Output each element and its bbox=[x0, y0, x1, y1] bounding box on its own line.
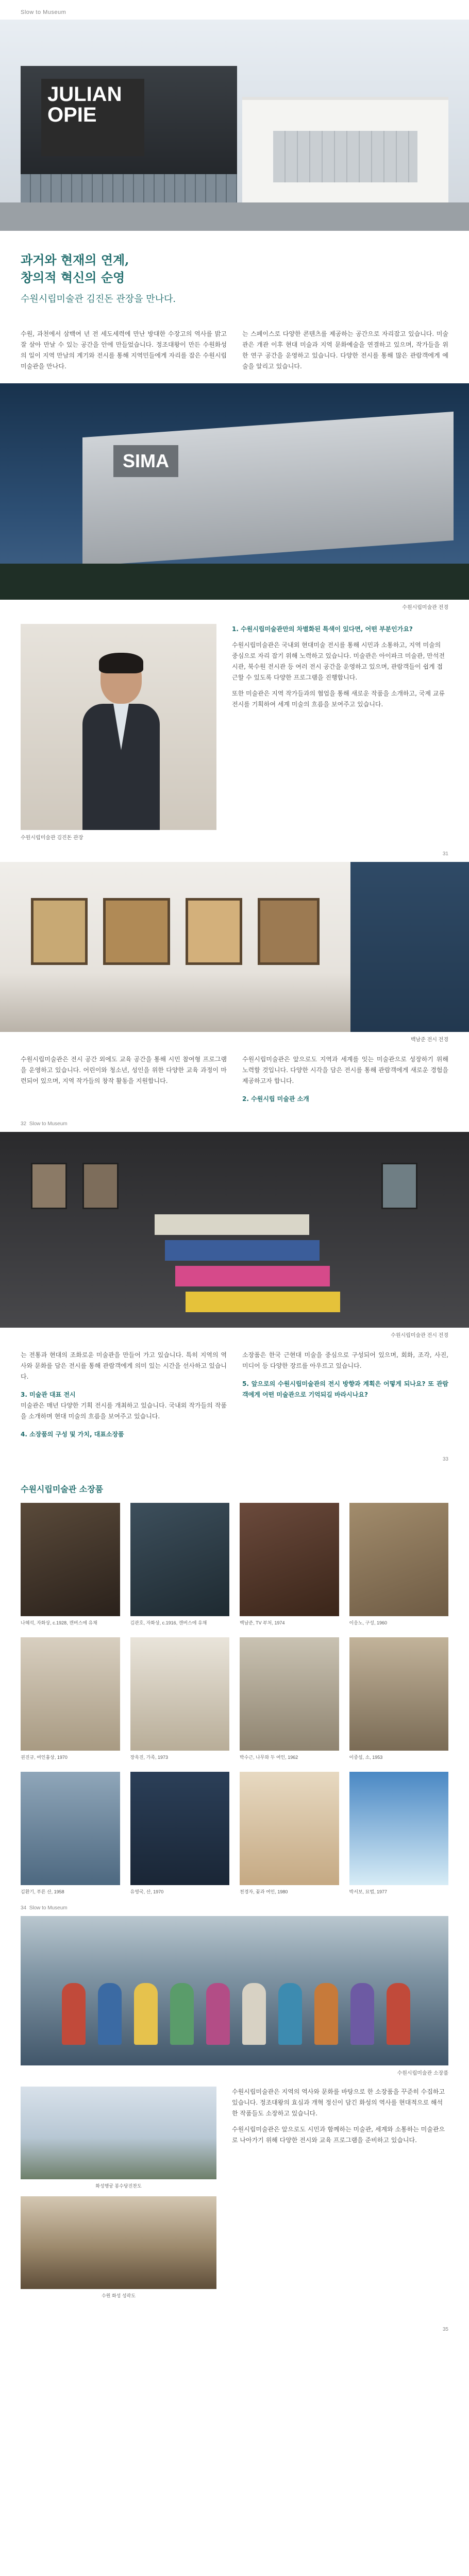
glass-facade bbox=[21, 174, 237, 205]
museum-wall bbox=[82, 412, 454, 566]
question-2: 2. 수원시립 미술관 소개 bbox=[242, 1095, 309, 1103]
answer-1b: 또한 미술관은 지역 작가들과의 협업을 통해 새로운 작품을 소개하고, 국제 교류 전시를 기획하여 세계 미술의 흐름을 보여주고 있습니다. bbox=[232, 690, 445, 708]
collection-item: 장욱진, 가족, 1973 bbox=[130, 1637, 230, 1760]
page-number-4: 34 Slow to Museum bbox=[21, 1905, 68, 1911]
thumb-caption-2: 수원 화성 성곽도 bbox=[102, 2293, 136, 2298]
page-number-3: 33 bbox=[442, 1456, 448, 1462]
collection-item: 박수근, 나무와 두 여인, 1962 bbox=[240, 1637, 339, 1760]
grass bbox=[0, 564, 469, 600]
collection-item: 권진규, 여인흉상, 1970 bbox=[21, 1637, 120, 1760]
article-subtitle: 수원시립미술관 김진돈 관장을 만나다. bbox=[21, 294, 176, 304]
collection-item: 김관호, 자화상, c.1916, 캔버스에 유채 bbox=[130, 1503, 230, 1626]
portrait-block bbox=[21, 624, 216, 841]
gallery-photo-1 bbox=[0, 862, 469, 1032]
portrait-caption: 수원시립미술관 김진돈 관장 bbox=[21, 835, 83, 841]
answer-3: 미술관은 매년 다양한 기획 전시를 개최하고 있습니다. 국내외 작가들의 작품을 소개하며 현대 미술의 흐름을 보여주고 있습니다. bbox=[21, 1402, 227, 1420]
collection-item: 백남준, TV 부처, 1974 bbox=[240, 1503, 339, 1626]
museum-building-right bbox=[242, 97, 448, 205]
museum-exterior-photo bbox=[0, 383, 469, 600]
collection-item: 이중섭, 소, 1953 bbox=[349, 1637, 449, 1760]
article-title: 과거와 현재의 연계, 창의적 혁신의 순영 bbox=[21, 252, 129, 285]
question-1: 1. 수원시립미술관만의 차별화된 특색이 있다면, 어떤 부분인가요? bbox=[232, 625, 413, 633]
page-number-2: 32 Slow to Museum bbox=[21, 1121, 68, 1127]
gallery-photo-2 bbox=[0, 1132, 469, 1328]
collection-item: 김환기, 푸른 산, 1958 bbox=[21, 1772, 120, 1895]
answer-1: 수원시립미술관은 국내외 현대미술 전시를 통해 시민과 소통하고, 지역 미술의 중심으로 자리 잡기 위해 노력하고 있습니다. 미술관은 아이파크 미술관, 만석전시관, 북수원 전시관 등 여러 전시 공간을 운영하고 있으며, 관람객들이 쉽게 접근할 수 있도록 다양한 프로그램을 진행합니다. bbox=[232, 641, 445, 681]
photo-caption: 수원시립미술관 전경 bbox=[402, 605, 448, 611]
gallery2-caption: 수원시립미술관 전시 전경 bbox=[391, 1333, 448, 1338]
question-5: 5. 앞으로의 수원시립미술관의 전시 방향과 계획은 어떻게 되나요? 또 관람객에게 어떤 미술관으로 기억되길 바라시나요? bbox=[242, 1380, 448, 1398]
collection-item: 유영국, 산, 1970 bbox=[130, 1772, 230, 1895]
banner-line-1: JULIAN bbox=[47, 83, 122, 106]
director-portrait bbox=[21, 624, 216, 830]
thumb-caption-1: 화성행궁 봉수당진찬도 bbox=[95, 2183, 142, 2189]
mural-caption: 수원시립미술관 소장품 bbox=[397, 2071, 448, 2076]
hero-photo bbox=[0, 20, 469, 231]
collection-item: 박서보, 묘법, 1977 bbox=[349, 1772, 449, 1895]
closing-section bbox=[0, 2076, 469, 2321]
palace-thumbnail bbox=[21, 2087, 216, 2179]
banner-line-2: OPIE bbox=[47, 104, 97, 126]
collection-item: 이응노, 구성, 1960 bbox=[349, 1503, 449, 1626]
intro-col-1: 수원, 과천에서 삼백여 년 전 세도세력에 만난 방대한 수장고의 역사를 밝고 잘 살아 만날 수 있는 공간을 안에 만들었습니다. 정조대왕이 만든 수원화성의 일이 지역 만남의 계기와 전시를 통해 지역민들에게 자리를 잡은 수원시립미술관을 만나다. bbox=[21, 330, 227, 370]
body2-col2: 수원시립미술관은 앞으로도 지역과 세계를 잇는 미술관으로 성장하기 위해 노력할 것입니다. 다양한 시각을 담은 전시를 통해 관람객에게 새로운 경험을 제공하고자 합니다. bbox=[242, 1056, 448, 1084]
collection-title: 수원시립미술관 소장품 bbox=[21, 1484, 104, 1494]
fortress-thumbnail bbox=[21, 2196, 216, 2289]
mural-photo bbox=[21, 1916, 448, 2065]
sima-logo: SIMA bbox=[113, 445, 178, 477]
body2-col1: 수원시립미술관은 전시 공간 외에도 교육 공간을 통해 시민 참여형 프로그램을 운영하고 있습니다. 어린이와 청소년, 성인을 위한 다양한 교육 과정이 마련되어 있으며, 지역 작가들의 창작 활동을 지원합니다. bbox=[21, 1056, 227, 1084]
collection-grid bbox=[0, 1503, 469, 1895]
intro bbox=[0, 231, 469, 317]
intro-body bbox=[0, 317, 469, 383]
closing-paragraph-1: 수원시립미술관은 지역의 역사와 문화를 바탕으로 한 소장품을 꾸준히 수집하고 있습니다. 정조대왕의 효심과 개혁 정신이 담긴 화성의 역사를 현대적으로 해석한 작품들도 소장하고 있습니다. bbox=[232, 2088, 445, 2117]
page-number: 31 bbox=[442, 851, 448, 857]
closing-paragraph-2: 수원시립미술관은 앞으로도 시민과 함께하는 미술관, 세계와 소통하는 미술관으로 나아가기 위해 다양한 전시와 교육 프로그램을 준비하고 있습니다. bbox=[232, 2126, 445, 2144]
collection-item: 나혜석, 자화상, c.1928, 캔버스에 유채 bbox=[21, 1503, 120, 1626]
question-3: 3. 미술관 대표 전시 bbox=[21, 1391, 76, 1398]
body-3 bbox=[0, 1338, 469, 1451]
intro-col-2: 는 스페이스로 다양한 콘텐츠를 제공하는 공간으로 자리잡고 있습니다. 미술관은 개관 이후 현대 미술과 지역 문화예술을 연결하고 있으며, 작가들을 위한 연구 공간을 운영하고 있습니다. 다양한 전시를 통해 많은 관람객에게 예술을 알리고 있습니다. bbox=[242, 330, 448, 370]
interview-text bbox=[232, 624, 448, 841]
section-label: Slow to Museum bbox=[21, 9, 66, 15]
ground bbox=[0, 202, 469, 231]
question-4: 4. 소장품의 구성 및 가치, 대표소장품 bbox=[21, 1431, 124, 1438]
exhibition-banner bbox=[41, 79, 144, 156]
interview bbox=[0, 611, 469, 846]
page-number-5: 35 bbox=[442, 2327, 448, 2332]
body3-col2: 소장품은 한국 근현대 미술을 중심으로 구성되어 있으며, 회화, 조각, 사진, 미디어 등 다양한 장르를 아우르고 있습니다. bbox=[242, 1351, 448, 1369]
gallery1-caption: 백남준 전시 전경 bbox=[410, 1037, 448, 1043]
body3-col1: 는 전통과 현대의 조화로운 미술관을 만들어 가고 있습니다. 특히 지역의 역사와 문화를 담은 전시를 통해 관람객에게 의미 있는 시간을 선사하고 있습니다. bbox=[21, 1351, 227, 1380]
collection-item: 천경자, 꽃과 여인, 1980 bbox=[240, 1772, 339, 1895]
blue-wall bbox=[350, 862, 469, 1032]
body-2 bbox=[0, 1043, 469, 1116]
